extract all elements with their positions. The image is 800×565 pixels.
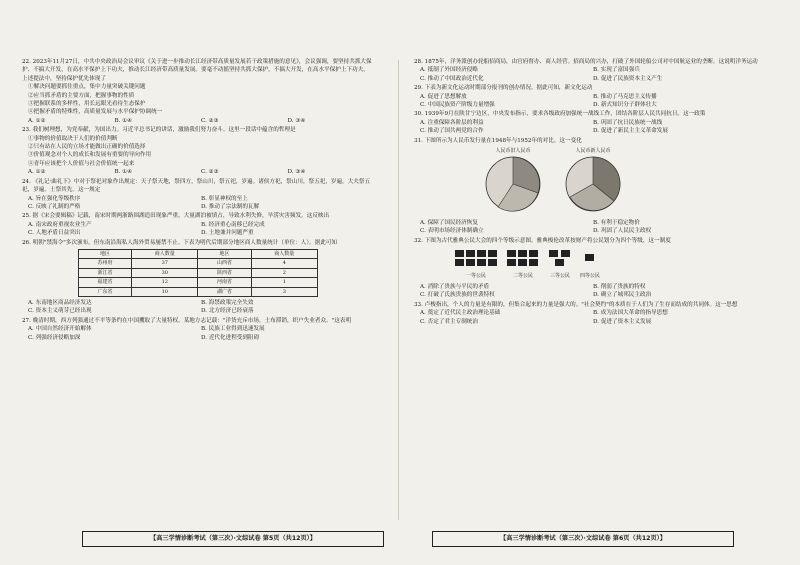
option-a[interactable]: A. 抵制了外国经济侵略 — [420, 67, 478, 74]
answer-options — [414, 119, 766, 127]
option-b[interactable]: B. 民族工业得到迅速发展 — [201, 326, 265, 333]
option-b[interactable]: B. 削弱了贵族的特权 — [593, 283, 646, 290]
option-c[interactable]: C. 中国民族资产阶级力量增强 — [420, 102, 495, 109]
answer-options — [414, 291, 766, 299]
answer-options — [22, 203, 374, 211]
pie-title: 人民币新人民币 — [575, 148, 611, 155]
people-icon — [548, 248, 572, 268]
table-cell: 广东省 — [79, 287, 132, 296]
question-stem: 31. 下图所示为人民币发行量在1948年与1952年的对比。这一变化 — [414, 137, 582, 144]
question-stem: 30. 1939年9月在陕甘宁边区，中央发布指示，要求各级政府加强统一战线工作，团结各阶层人民共同抗日。这一政策 — [414, 111, 706, 118]
answer-options — [22, 334, 374, 342]
option-d[interactable]: D. 促进了新民主主义革命发展 — [593, 128, 668, 135]
question-27 — [22, 317, 374, 342]
table-cell: 湖广省 — [198, 287, 251, 296]
answer-options — [414, 101, 766, 109]
option-a[interactable]: A. 注重保障各阶层的利益 — [420, 119, 484, 126]
table-row — [79, 287, 318, 296]
citizen-class-figure — [414, 248, 766, 280]
option-d[interactable]: D. 巩固了人民民主政权 — [593, 228, 652, 235]
question-stem: 28. 1875年，洋务派创办轮船招商局，由官府督办、商人经营。招商局的兴办，打破了外国轮船公司对中国航运业的垄断。这说明洋务运动 — [414, 59, 758, 65]
option-b[interactable]: B. 海禁政策完全失效 — [201, 299, 254, 306]
option-d[interactable]: D. ③④ — [287, 169, 306, 176]
question-33 — [414, 301, 766, 326]
option-a[interactable]: A. 东南地区商品经济发达 — [28, 299, 92, 306]
option-b[interactable]: B. 有利于稳定物价 — [593, 219, 640, 226]
option-b[interactable]: B. ①④ — [114, 169, 133, 176]
people-icon — [506, 248, 540, 268]
option-a[interactable]: A. 奠定了近代民主政治理论基础 — [420, 310, 501, 317]
answer-options — [414, 318, 766, 326]
question-28 — [414, 58, 766, 83]
option-c[interactable]: C. 资本主义萌芽已经出现 — [28, 308, 92, 315]
statement: ①解决问题要抓住重点，集中力量突破关键问题 — [28, 84, 146, 91]
option-a[interactable]: A. 南宋政府重视农业生产 — [28, 221, 92, 228]
pie-figure-2 — [564, 147, 622, 217]
class-label: 一等公民 — [465, 272, 486, 279]
pie-chart-icon — [484, 155, 542, 213]
answer-options — [414, 219, 766, 227]
statement: ④青年应该把个人价值与社会价值统一起来 — [28, 160, 135, 167]
question-stem: 26. 明朝"禁海令"多次颁布，但东南沿海私人海外贸易屡禁不止。下表为明代后期部分地区商人数量统计（单位：人）。据此可知 — [22, 239, 338, 246]
statement: ④把握矛盾的特殊性，高质量发展与水平保护协调统一 — [28, 109, 163, 116]
option-a[interactable]: A. 消除了贵族与平民的矛盾 — [420, 283, 490, 290]
table-cell: 浙江省 — [79, 268, 132, 277]
class-group-4 — [580, 248, 600, 280]
column-header: 地区 — [198, 249, 251, 258]
table-cell: 陕西省 — [198, 268, 251, 277]
pie-title: 人民币旧人民币 — [495, 148, 531, 155]
table-cell: 10 — [132, 287, 198, 296]
question-30 — [414, 110, 766, 135]
question-26 — [22, 239, 374, 316]
table-cell: 河南省 — [198, 278, 251, 287]
statement: ①事物的价值取决于人们的价值判断 — [28, 135, 118, 142]
answer-options — [22, 307, 374, 315]
question-stem: 25. 据《宋会要辑稿》记载，南宋时期两浙路围湖造田现象严重，大量湖泊被填占，导致水利失修，旱涝灾害频发。这反映出 — [22, 213, 330, 220]
option-a[interactable]: A. 中国自然经济开始解体 — [28, 326, 92, 333]
page-footer-right: 【高三学情诊断考试（第三次）·文综试卷 第6页（共12页）】 — [432, 531, 734, 547]
option-a[interactable]: A. ①② — [28, 117, 46, 124]
left-page — [22, 58, 374, 528]
option-b[interactable]: B. 实现了富国强兵 — [593, 67, 640, 74]
statement: ②只有站在人民的立场才能做出正确的价值选择 — [28, 144, 146, 151]
option-d[interactable]: D. 北方经济已经衰落 — [201, 308, 254, 315]
question-stem: 24. 《礼记·曲礼下》中对于祭祀对象作出规定：天子祭天地，祭四方，祭山川，祭五祀，岁遍。诸侯方祀，祭山川，祭五祀，岁遍。大夫祭五祀，岁遍。士祭其先。这一规定 — [22, 178, 371, 194]
people-icon — [454, 248, 498, 268]
class-group-2 — [506, 248, 540, 280]
option-b[interactable]: B. 推动了马克思主义传播 — [593, 93, 657, 100]
option-b[interactable]: B. 彰显神权的至上 — [201, 195, 248, 202]
option-c[interactable]: C. 否定了君主专制统治 — [420, 318, 478, 325]
answer-options — [22, 117, 374, 125]
option-d[interactable]: D. 促进了资本主义发展 — [593, 318, 652, 325]
question-32 — [414, 237, 766, 300]
option-d[interactable]: D. ③④ — [287, 117, 306, 124]
class-group-1 — [454, 248, 498, 280]
answer-options — [414, 93, 766, 101]
answer-options — [22, 168, 374, 176]
option-c[interactable]: C. 推动了国共两党的合作 — [420, 128, 484, 135]
answer-options — [414, 127, 766, 135]
table-cell: 12 — [132, 278, 198, 287]
question-31 — [414, 137, 766, 236]
table-cell: 2 — [251, 268, 317, 277]
right-page — [414, 58, 766, 528]
answer-options — [22, 325, 374, 333]
question-stem: 22. 2023年11月27日，中共中央政治局会议审议《关于进一步推动长江经济带高质量发展若干政策措施的意见》，会议强调，要坚持共抓大保护、不搞大开发，在高水平保护上下功夫，推动长江经济带高质量发展。要毫不动摇坚持共抓大保护，不搞大开发，在高水平保护上下功夫。上述提法中，坚持保护优先体现了 — [22, 59, 372, 82]
people-icon — [583, 248, 597, 268]
table-row — [79, 259, 318, 268]
pie-chart-icon — [564, 155, 622, 213]
answer-options — [414, 227, 766, 235]
option-c[interactable]: C. ②③ — [201, 117, 219, 124]
option-b[interactable]: B. ①④ — [114, 117, 133, 124]
statement: ③把握联系的多样性，用长远眼光看待生态保护 — [28, 101, 146, 108]
column-header: 地区 — [79, 249, 132, 258]
option-a[interactable]: A. 保障了国民经济恢复 — [420, 219, 478, 226]
answer-options — [414, 283, 766, 291]
pie-figure-1 — [484, 147, 542, 217]
table-header-row — [79, 249, 318, 258]
question-23 — [22, 126, 374, 176]
column-header: 商人数量 — [251, 249, 317, 258]
pie-figures — [414, 147, 766, 217]
question-22 — [22, 58, 374, 125]
class-label: 二等公民 — [512, 272, 533, 279]
option-d[interactable]: D. 推动了宗法制的瓦解 — [201, 203, 260, 210]
option-d[interactable]: D. 土地兼并问题严重 — [201, 230, 254, 237]
question-stem: 27. 晚清时期，西方列强通过不平等条约在中国攫取了大量特权。某地方志记载："洋货充斥市场，土布滞销，织户失业者众。"这表明 — [22, 317, 352, 324]
option-b[interactable]: B. 经济重心南移已经完成 — [201, 221, 265, 228]
table-cell: 山西省 — [198, 259, 251, 268]
answer-options — [22, 195, 374, 203]
column-header: 商人数量 — [132, 249, 198, 258]
answer-options — [414, 75, 766, 83]
option-b[interactable]: B. 巩固了抗日民族统一战线 — [593, 119, 663, 126]
table-cell: 37 — [132, 259, 198, 268]
table-cell: 3 — [251, 287, 317, 296]
table-cell: 4 — [251, 259, 317, 268]
class-label: 四等公民 — [580, 272, 601, 279]
answer-options — [22, 229, 374, 237]
option-c[interactable]: C. 人地矛盾日益突出 — [28, 230, 81, 237]
table-row — [79, 278, 318, 287]
option-a[interactable]: A. 旨在强化等级秩序 — [28, 195, 81, 202]
table-cell: 苏州府 — [79, 259, 132, 268]
option-c[interactable]: C. 表明市场经济体制确立 — [420, 228, 484, 235]
option-c[interactable]: C. 列强经济侵略加深 — [28, 334, 81, 341]
option-d[interactable]: D. 确立了城邦民主政治 — [593, 292, 652, 299]
option-d[interactable]: D. 促进了民族资本主义产生 — [593, 75, 663, 82]
merchant-table — [78, 249, 318, 297]
option-d[interactable]: D. 近代化进程受到阻碍 — [201, 334, 260, 341]
option-c[interactable]: C. ②③ — [201, 169, 219, 176]
answer-options — [22, 221, 374, 229]
question-stem: 29. 下表为新文化运动时期部分报刊的创办情况。据此可知，新文化运动 — [414, 85, 593, 92]
question-29 — [414, 84, 766, 109]
option-a[interactable]: A. ①② — [28, 169, 46, 176]
class-group-3 — [548, 248, 572, 280]
statement: ②应当抓矛盾的主要方面，把握事物的性质 — [28, 92, 135, 99]
table-cell: 福建省 — [79, 278, 132, 287]
question-stem: 32. 下图为古代雅典公民大会的四个等级示意图。雅典梭伦改革按财产将公民划分为四个等级，这一制度 — [414, 237, 671, 244]
table-cell: 30 — [132, 268, 198, 277]
answer-options — [414, 66, 766, 74]
page-divider — [398, 60, 399, 520]
question-24 — [22, 178, 374, 212]
answer-options — [22, 299, 374, 307]
option-b[interactable]: B. 成为法国大革命的指导思想 — [593, 310, 668, 317]
statement: ③价值观念对个人的成长和发展有重要的导向作用 — [28, 152, 152, 159]
option-c[interactable]: C. 推动了中国政治近代化 — [420, 75, 484, 82]
class-label: 三等公民 — [549, 272, 570, 279]
question-25 — [22, 212, 374, 237]
option-c[interactable]: C. 反映了礼制的严格 — [28, 203, 81, 210]
option-a[interactable]: A. 促进了思想解放 — [420, 93, 467, 100]
table-cell: 1 — [251, 278, 317, 287]
answer-options — [414, 309, 766, 317]
question-stem: 33. 卢梭指出，个人的力量是有限的，但集合起来的力量是强大的。"社会契约"的本质在于人们为了生存而结成的共同体。这一思想 — [414, 301, 738, 308]
option-d[interactable]: D. 新式知识分子群体壮大 — [593, 102, 657, 109]
question-stem: 23. 我们树理想，为党奉献，为国出力。习近平总书记的讲话，激励我们努力奋斗。这里一段话中蕴含的哲理是 — [22, 127, 296, 134]
option-c[interactable]: C. 打破了氏族贵族的世袭特权 — [420, 292, 495, 299]
page-footer-left: 【高三学情诊断考试（第三次）·文综试卷 第5页（共12页）】 — [82, 531, 384, 547]
table-row — [79, 268, 318, 277]
